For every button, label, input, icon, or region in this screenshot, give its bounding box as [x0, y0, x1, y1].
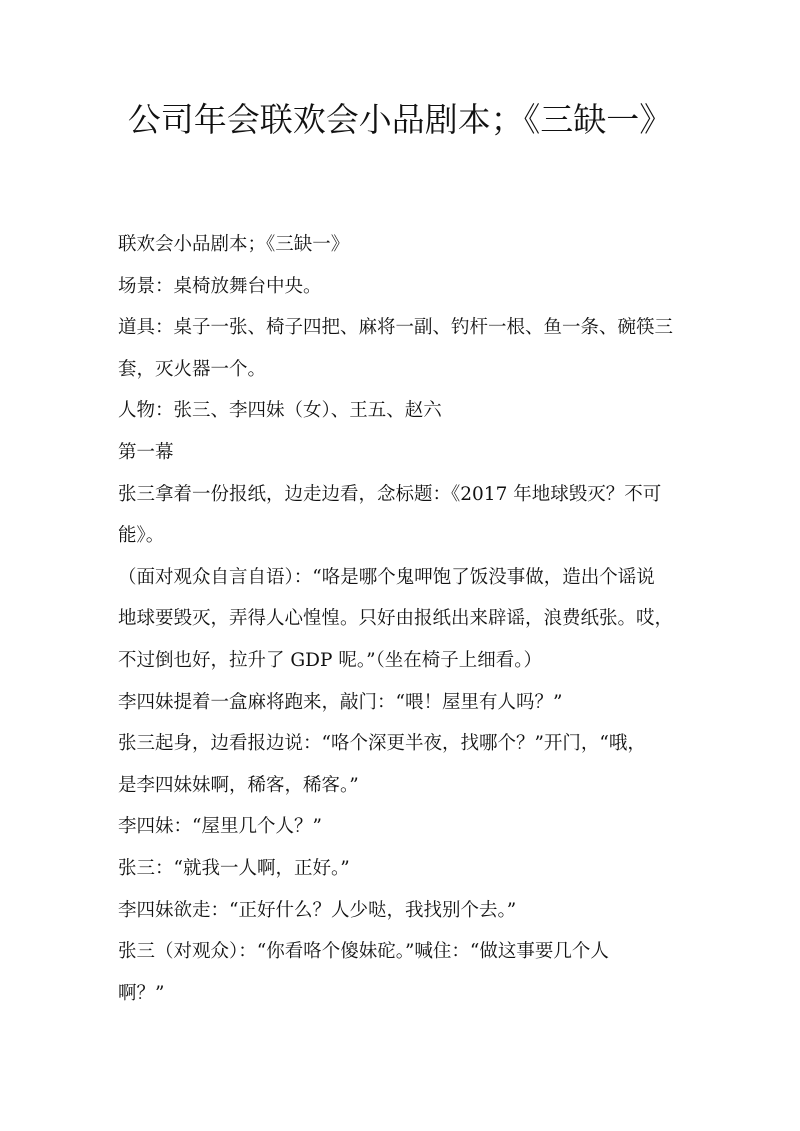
- dialogue-line: 张三（对观众）：“你看咯个傻妹砣。”喊住：“做这事要几个人: [118, 941, 609, 963]
- document-title: 公司年会联欢会小品剧本；《三缺一》: [127, 100, 673, 139]
- dialogue-line: 张三拿着一份报纸，边走边看，念标题：《2017 年地球毁灭？不可: [118, 483, 662, 505]
- dialogue-line: 张三起身，边看报边说：“咯个深更半夜，找哪个？”开门，“哦，: [118, 733, 646, 755]
- dialogue-line: 是李四妹妹啊，稀客，稀客。”: [118, 774, 359, 796]
- scene-line: 场景：桌椅放舞台中央。: [118, 275, 322, 297]
- dialogue-line: 地球要毁灭，弄得人心惶惶。只好由报纸出来辟谣，浪费纸张。哎，: [118, 608, 674, 630]
- dialogue-line: 张三：“就我一人啊，正好。”: [118, 857, 350, 879]
- script-title-line: 联欢会小品剧本；《三缺一》: [118, 234, 350, 255]
- dialogue-line: 能》。: [118, 525, 165, 547]
- dialogue-line: 李四妹：“屋里几个人？”: [118, 816, 322, 838]
- dialogue-line: 不过倒也好，拉升了 GDP 呢。”（坐在椅子上细看。）: [118, 649, 543, 671]
- props-line: 道具：桌子一张、椅子四把、麻将一副、钓杆一根、鱼一条、碗筷三: [118, 317, 674, 339]
- dialogue-line: （面对观众自言自语）：“咯是哪个鬼呷饱了饭没事做，造出个谣说: [118, 566, 655, 588]
- dialogue-line: 李四妹欲走：“正好什么？人少哒，我找别个去。”: [118, 899, 517, 921]
- props-line-continued: 套，灭火器一个。: [118, 358, 267, 380]
- characters-line: 人物：张三、李四妹（女）、王五、赵六: [118, 400, 442, 422]
- document-body: [118, 224, 698, 1014]
- dialogue-line: 啊？”: [118, 982, 165, 1004]
- act-heading: 第一幕: [118, 441, 174, 463]
- dialogue-line: 李四妹提着一盒麻将跑来，敲门：“喂！屋里有人吗？”: [118, 691, 563, 713]
